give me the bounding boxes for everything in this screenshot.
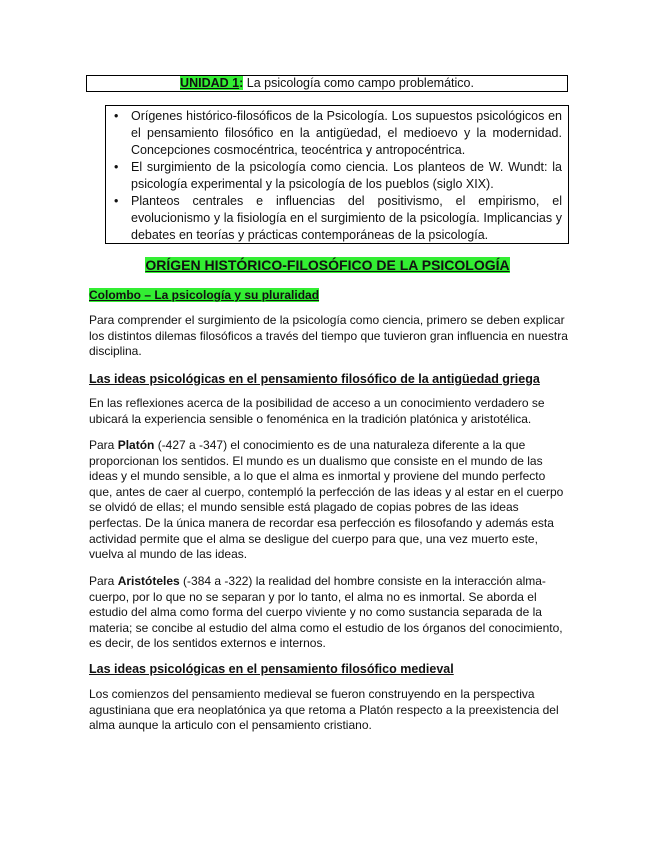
bullet-icon: • [114, 194, 119, 208]
main-heading: ORÍGEN HISTÓRICO-FILOSÓFICO DE LA PSICOLOGÍA [145, 257, 510, 273]
unit-title: La psicología como campo problemático. [243, 76, 474, 90]
bullet-icon: • [114, 109, 119, 123]
section-heading-medieval: Las ideas psicológicas en el pensamiento filosófico medieval [89, 662, 454, 676]
topic-item: • Planteos centrales e influencias del positivismo, el empirismo, el evolucionismo y la fisiología en el surgimiento de la psicología. Implicancias y debates en teorías y prácticas contemporáneas de la psicología. [114, 194, 562, 242]
author-line: Colombo – La psicología y su pluralidad [89, 288, 320, 302]
section-heading-antiquity: Las ideas psicológicas en el pensamiento filosófico de la antigüedad griega [89, 372, 540, 386]
topics-list [112, 108, 562, 244]
bullet-icon: • [114, 160, 119, 174]
intro-paragraph: Para comprender el surgimiento de la psicología como ciencia, primero se deben explicar los distintos dilemas filosóficos a través del tiempo que tuvieron gran influencia en nuestra disciplina. [89, 313, 568, 359]
aristotle-name: Aristóteles [117, 574, 180, 588]
plato-name: Platón [117, 438, 155, 452]
topic-item: • Orígenes histórico-filosóficos de la Psicología. Los supuestos psicológicos en el pensamiento filosófico en la antigüedad, el medioevo y la modernidad. Concepciones cosmocéntrica, teocéntrica y antropocéntrica. [114, 109, 562, 157]
unit-title-box [86, 75, 568, 92]
unit-label: UNIDAD 1: [180, 76, 244, 90]
topic-item: • El surgimiento de la psicología como ciencia. Los planteos de W. Wundt: la psicología experimental y la psicología de los pueblos (siglo XIX). [114, 160, 562, 191]
topics-box [105, 105, 569, 244]
antiquity-paragraph: En las reflexiones acerca de la posibilidad de acceso a un conocimiento verdadero se ubicará la experiencia sensible o fenoménica en la tradición platónica y aristotélica. [89, 396, 545, 426]
medieval-paragraph: Los comienzos del pensamiento medieval se fueron construyendo en la perspectiva agustiniana que era neoplatónica ya que retoma a Platón respecto a la preexistencia del alma aunque la articulo con el pensamiento cristiano. [89, 687, 559, 733]
aristotle-paragraph: Para Aristóteles (-384 a -322) la realidad del hombre consiste en la interacción alma-cuerpo, por lo que no se separan y por lo tanto, el alma no es inmortal. Se aborda el estudio del alma como forma del cuerpo viviente y no como sustancia separada de la materia; se concibe al estudio del alma como el estudio de los órganos del conocimiento, es decir, de los sentidos externos e internos. [89, 574, 563, 651]
plato-paragraph: Para Platón (-427 a -347) el conocimiento es de una naturaleza diferente a la que proporcionan los sentidos. El mundo es un dualismo que consiste en el mundo de las ideas y el mundo sensible, a lo que el alma es inmortal y proviene del mundo perfecto que, antes de caer al cuerpo, contempló la perfección de las ideas y al estar en el cuerpo se olvidó de ellas; el mundo sensible está plagado de copias pobres de las ideas perfectas. De la única manera de recordar esa perfección es filosofando y además esta actividad permite que el alma se desligue del cuerpo para que, una vez muerto este, vuelva al mundo de las ideas. [89, 438, 564, 562]
